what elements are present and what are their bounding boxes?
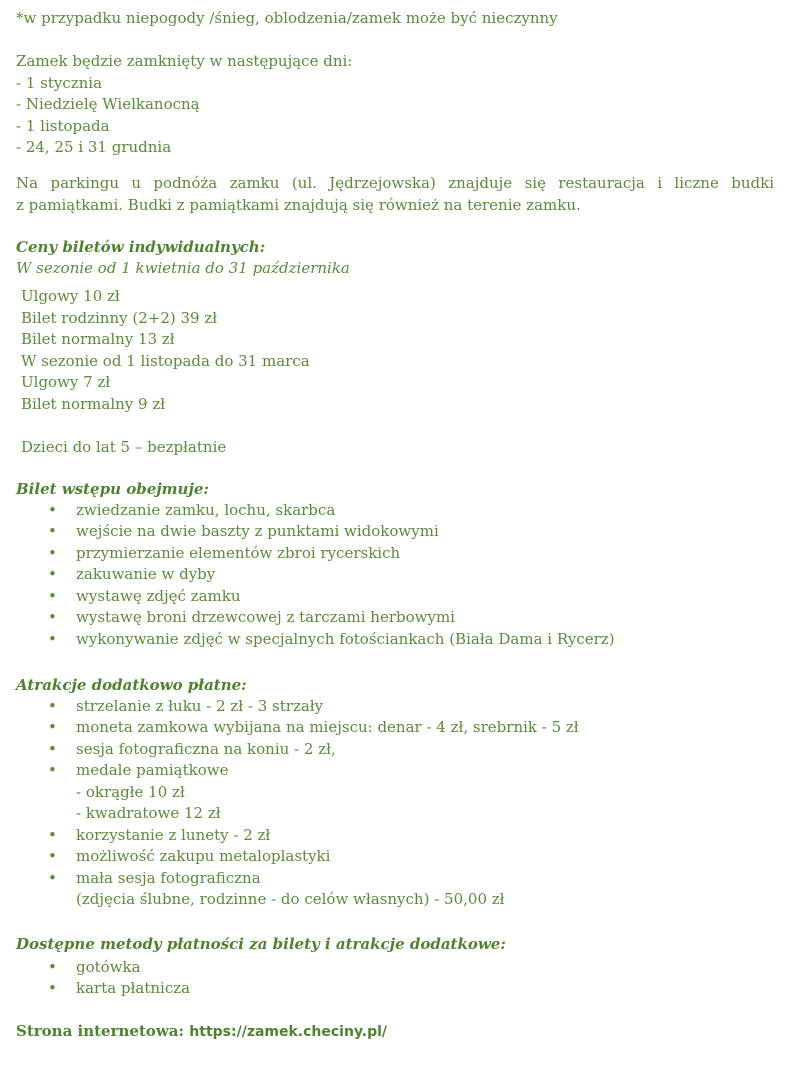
- includes-heading: Bilet wstępu obejmuje:: [16, 480, 209, 498]
- list-item: medale pamiątkowe: [76, 761, 229, 779]
- bullet-icon: •: [48, 847, 57, 865]
- extras-heading: Atrakcje dodatkowo płatne:: [16, 676, 247, 694]
- closed-days-title: Zamek będzie zamknięty w następujące dni:: [16, 52, 353, 70]
- closed-day: - 1 listopada: [16, 117, 110, 135]
- list-item: możliwość zakupu metaloplastyki: [76, 847, 331, 865]
- bullet-icon: •: [48, 697, 57, 715]
- bullet-icon: •: [48, 608, 57, 626]
- website-line: [16, 1021, 387, 1042]
- list-item: korzystanie z lunety - 2 zł: [76, 826, 271, 844]
- bullet-icon: •: [48, 740, 57, 758]
- bullet-icon: •: [48, 501, 57, 519]
- bullet-icon: •: [48, 544, 57, 562]
- website-link[interactable]: https://zamek.checiny.pl/: [189, 1024, 388, 1040]
- bullet-icon: •: [48, 869, 57, 887]
- bullet-icon: •: [48, 761, 57, 779]
- ticket-prices-heading: Ceny biletów indywidualnych:: [16, 238, 266, 256]
- bullet-icon: •: [48, 826, 57, 844]
- list-item: sesja fotograficzna na koniu - 2 zł,: [76, 740, 336, 758]
- bullet-icon: •: [48, 958, 57, 976]
- ticket-price: Bilet rodzinny (2+2) 39 zł: [21, 309, 218, 327]
- parking-info-line: Na parkingu u podnóża zamku (ul. Jędrzejowska) znajduje się restauracja i liczne budki: [16, 174, 774, 192]
- list-item: strzelanie z łuku - 2 zł - 3 strzały: [76, 697, 324, 715]
- list-item: zwiedzanie zamku, lochu, skarbca: [76, 501, 336, 519]
- season-label: W sezonie od 1 listopada do 31 marca: [21, 352, 310, 370]
- ticket-price: Ulgowy 10 zł: [21, 287, 120, 305]
- medal-option: - okrągłe 10 zł: [76, 783, 185, 801]
- list-item: wejście na dwie baszty z punktami widokowymi: [76, 522, 439, 540]
- list-item: moneta zamkowa wybijana na miejscu: denar - 4 zł, srebrnik - 5 zł: [76, 718, 579, 736]
- ticket-price: Bilet normalny 13 zł: [21, 330, 175, 348]
- payment-heading: Dostępne metody płatności za bilety i atrakcje dodatkowe:: [16, 935, 506, 953]
- list-item: wystawę broni drzewcowej z tarczami herbowymi: [76, 608, 455, 626]
- bullet-icon: •: [48, 565, 57, 583]
- ticket-price: Ulgowy 7 zł: [21, 373, 111, 391]
- bullet-icon: •: [48, 587, 57, 605]
- list-item: gotówka: [76, 958, 141, 976]
- list-item: karta płatnicza: [76, 979, 191, 997]
- list-item: mała sesja fotograficzna: [76, 869, 261, 887]
- children-free: Dzieci do lat 5 – bezpłatnie: [21, 438, 227, 456]
- parking-info-line: z pamiątkami. Budki z pamiątkami znajdują się również na terenie zamku.: [16, 196, 581, 214]
- list-item: przymierzanie elementów zbroi rycerskich: [76, 544, 401, 562]
- weather-notice: *w przypadku niepogody /śnieg, oblodzenia/zamek może być nieczynny: [16, 9, 558, 27]
- bullet-icon: •: [48, 718, 57, 736]
- bullet-icon: •: [48, 979, 57, 997]
- list-item: zakuwanie w dyby: [76, 565, 216, 583]
- ticket-price: Bilet normalny 9 zł: [21, 395, 166, 413]
- list-item: wystawę zdjęć zamku: [76, 587, 241, 605]
- website-label: Strona internetowa:: [16, 1022, 190, 1040]
- bullet-icon: •: [48, 630, 57, 648]
- closed-day: - Niedzielę Wielkanocną: [16, 95, 200, 113]
- bullet-icon: •: [48, 522, 57, 540]
- medal-option: - kwadratowe 12 zł: [76, 804, 221, 822]
- season-label: W sezonie od 1 kwietnia do 31 października: [16, 259, 350, 277]
- session-detail: (zdjęcia ślubne, rodzinne - do celów własnych) - 50,00 zł: [76, 890, 505, 908]
- list-item: wykonywanie zdjęć w specjalnych fotościankach (Biała Dama i Rycerz): [76, 630, 615, 648]
- closed-day: - 24, 25 i 31 grudnia: [16, 138, 172, 156]
- closed-day: - 1 stycznia: [16, 74, 103, 92]
